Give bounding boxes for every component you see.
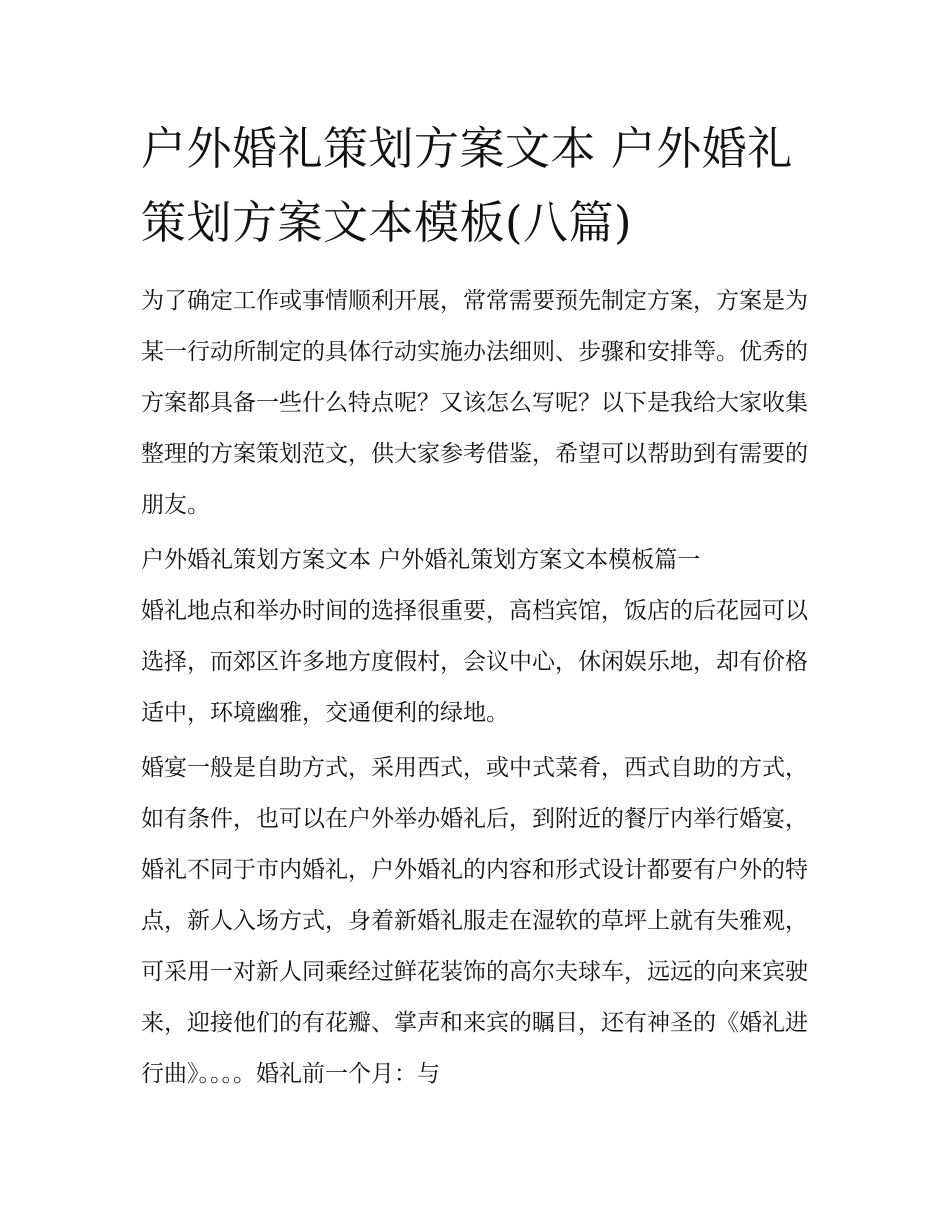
body-paragraph-2: 婚宴一般是自助方式，采用西式，或中式菜肴，西式自助的方式，如有条件，也可以在户外举办婚礼后，到附近的餐厅内举行婚宴，婚礼不同于市内婚礼，户外婚礼的内容和形式设计都要有户外的特点，新人入场方式，身着新婚礼服走在湿软的草坪上就有失雅观，可采用一对新人同乘经过鲜花装饰的高尔夫球车，远远的向来宾驶来，迎接他们的有花瓣、掌声和来宾的瞩目，还有神圣的《婚礼进行曲》。。。。婚礼前一个月：与 (141, 755, 808, 1087)
document-title: 户外婚礼策划方案文本 户外婚礼策划方案文本模板(八篇) (141, 122, 793, 249)
intro-paragraph: 为了确定工作或事情顺利开展，常常需要预先制定方案，方案是为某一行动所制定的具体行动实施办法细则、步骤和安排等。优秀的方案都具备一些什么特点呢？又该怎么写呢？以下是我给大家收集整理的方案策划范文，供大家参考借鉴，希望可以帮助到有需要的朋友。 (141, 288, 808, 518)
section-heading: 户外婚礼策划方案文本 户外婚礼策划方案文本模板篇一 (141, 547, 701, 573)
document-page (141, 112, 813, 1100)
body-paragraph-1: 婚礼地点和举办时间的选择很重要，高档宾馆，饭店的后花园可以选择，而郊区许多地方度假村，会议中心，休闲娱乐地，却有价格适中，环境幽雅，交通便利的绿地。 (141, 598, 808, 726)
